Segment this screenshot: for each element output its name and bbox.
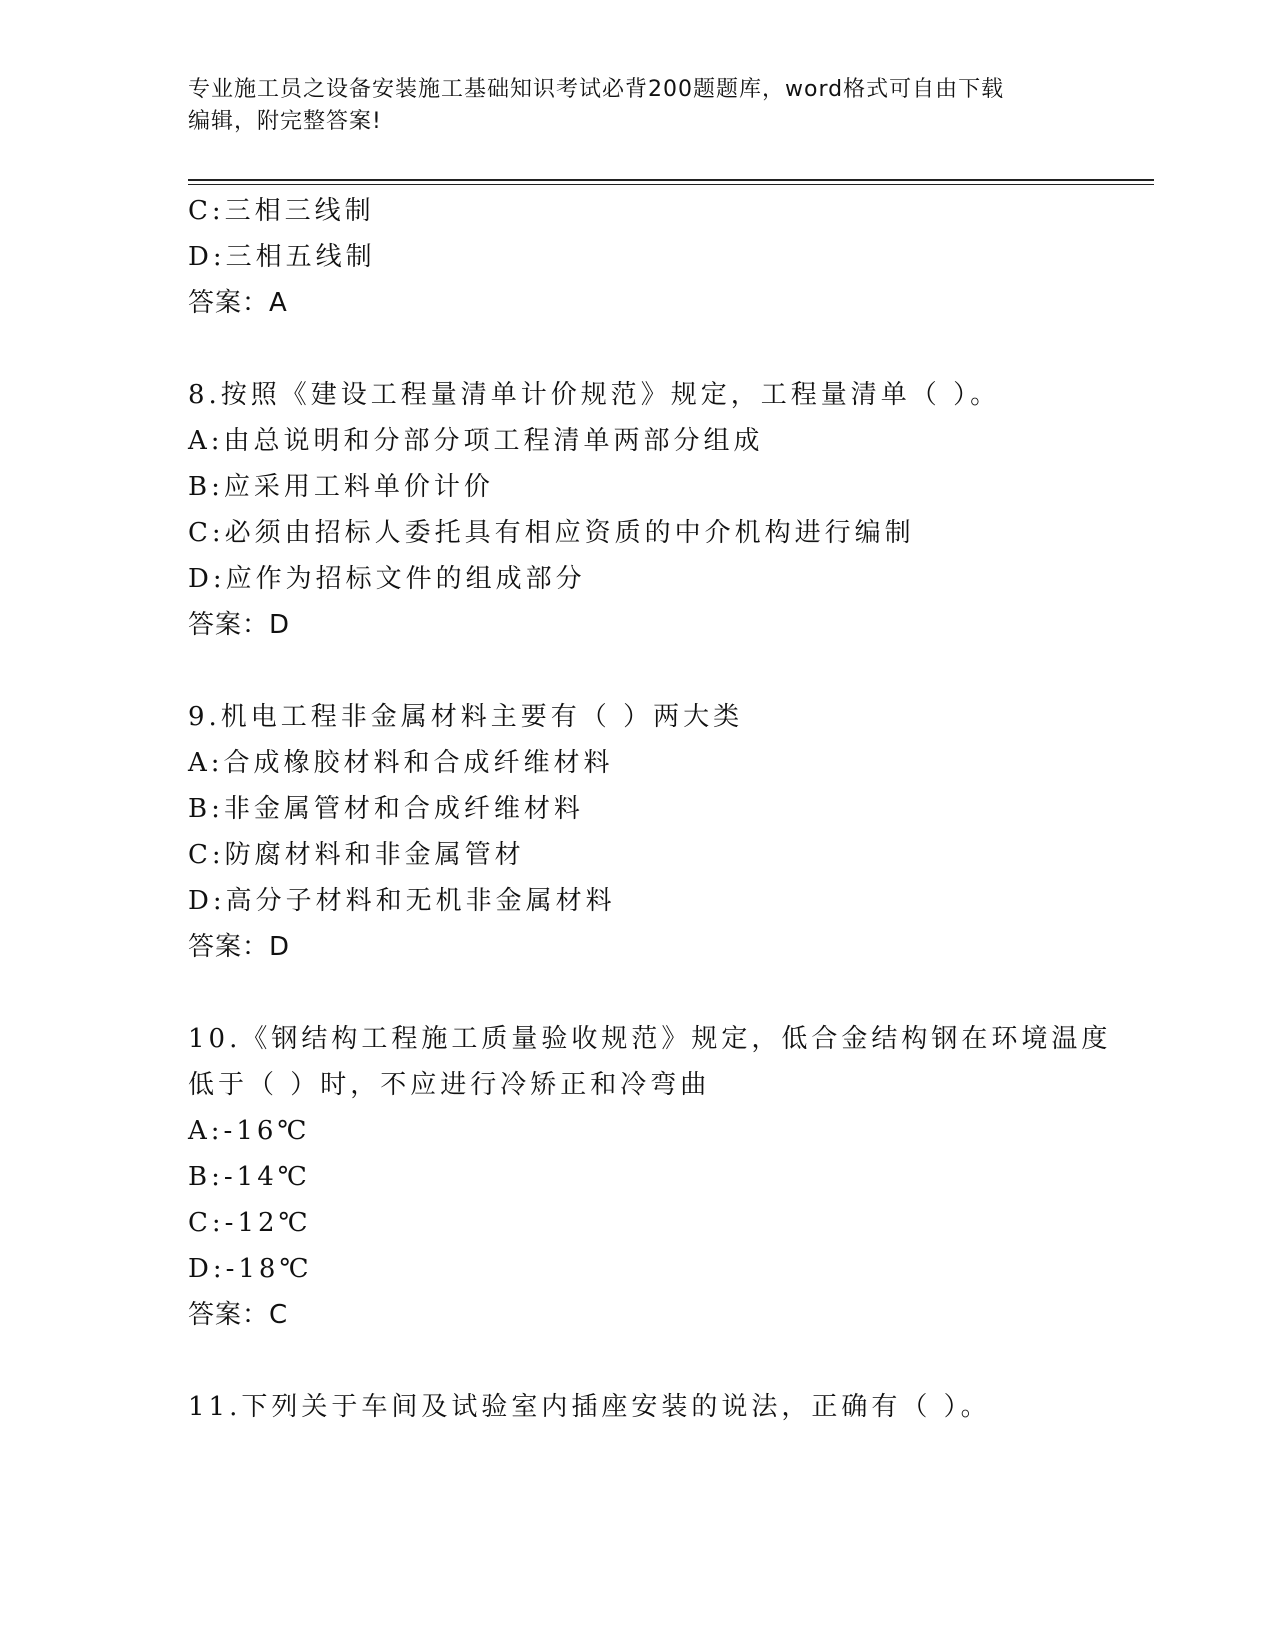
option-d: D:三相五线制 — [188, 242, 376, 272]
question-stem: 8.按照《建设工程量清单计价规范》规定，工程量清单（ ）。 — [188, 380, 1001, 410]
question-10 — [188, 1016, 1112, 1338]
spacer — [188, 326, 1108, 372]
option-c: C:-12℃ — [188, 1208, 312, 1238]
page-header — [188, 74, 1088, 138]
question-continued — [188, 188, 1108, 326]
answer-label: 答案：D — [188, 610, 291, 640]
spacer — [188, 1338, 1108, 1384]
option-d: D:高分子材料和无机非金属材料 — [188, 886, 616, 916]
option-a: A:合成橡胶材料和合成纤维材料 — [188, 748, 614, 778]
option-b: B:应采用工料单价计价 — [188, 472, 494, 502]
option-d: D:-18℃ — [188, 1254, 313, 1284]
option-a: A:-16℃ — [188, 1116, 311, 1146]
question-stem: 11.下列关于车间及试验室内插座安装的说法，正确有（ ）。 — [188, 1392, 991, 1422]
option-b: B:-14℃ — [188, 1162, 311, 1192]
option-d: D:应作为招标文件的组成部分 — [188, 564, 586, 594]
spacer — [188, 648, 1108, 694]
option-c: C:三相三线制 — [188, 196, 375, 226]
header-title-line-1: 专业施工员之设备安装施工基础知识考试必背200题题库，word格式可自由下载 — [188, 77, 1005, 102]
question-8 — [188, 372, 1108, 648]
option-a: A:由总说明和分部分项工程清单两部分组成 — [188, 426, 764, 456]
header-title-line-2: 编辑，附完整答案! — [188, 109, 382, 134]
question-stem-line-1: 10.《钢结构工程施工质量验收规范》规定，低合金结构钢在环境温度 — [188, 1024, 1112, 1054]
question-stem-line-2: 低于（ ）时，不应进行冷矫正和冷弯曲 — [188, 1070, 711, 1100]
header-divider — [188, 179, 1154, 185]
answer-label: 答案：C — [188, 1300, 289, 1330]
question-stem: 9.机电工程非金属材料主要有（ ）两大类 — [188, 702, 744, 732]
question-9 — [188, 694, 1108, 970]
spacer — [188, 970, 1108, 1016]
option-c: C:防腐材料和非金属管材 — [188, 840, 525, 870]
option-c: C:必须由招标人委托具有相应资质的中介机构进行编制 — [188, 518, 915, 548]
question-11 — [188, 1384, 1108, 1430]
document-body — [188, 188, 1112, 1430]
answer-label: 答案：D — [188, 932, 291, 962]
option-b: B:非金属管材和合成纤维材料 — [188, 794, 584, 824]
answer-label: 答案：A — [188, 288, 288, 318]
